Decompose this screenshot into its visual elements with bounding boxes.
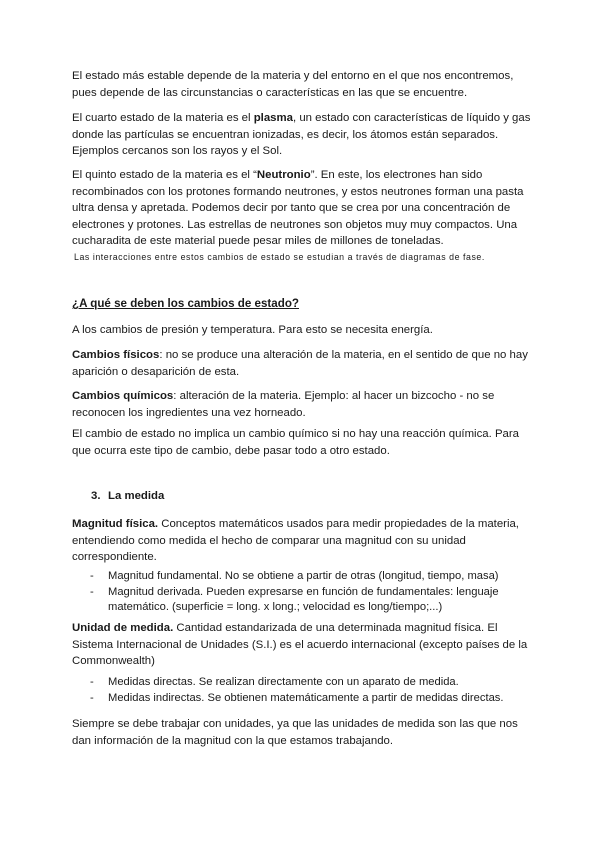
list-item: - Medidas indirectas. Se obtienen matemáticamente a partir de medidas directas. [90,691,530,707]
bold-term: Neutronio [256,169,311,181]
text: El quinto estado de la materia es el “ [72,169,257,181]
list-item: - Magnitud fundamental. No se obtiene a partir de otras (longitud, tiempo, masa) [90,569,530,585]
list-medidas [90,675,530,706]
paragraph-cambio-estado: El cambio de estado no implica un cambio químico si no hay una reacción química. Para que ocurra este tipo de cambio, debe pasar todo a otro estado. [72,428,520,457]
heading-cambios-estado: ¿A qué se deben los cambios de estado? [72,297,299,310]
paragraph-plasma [72,110,532,160]
bold-term: Magnitud física. [72,518,159,530]
paragraph-estado-estable [72,68,532,101]
paragraph-cambios-quimicos [72,388,532,421]
text: El estado más estable depende de la materia y del entorno en el que nos encontremos, pues depende de las circunstancias o características en las que se encuentre. [72,70,514,99]
paragraph-neutronio [72,167,532,250]
paragraph-magnitud-fisica [72,516,532,566]
bold-term: plasma [253,112,293,124]
text: : no se produce una alteración de la materia, en el sentido de que no hay aparición o desaparición de esta. [72,349,528,378]
text: El cuarto estado de la materia es el [72,112,254,124]
bold-term: Cambios químicos [72,390,174,402]
text: : alteración de la materia. Ejemplo: al hacer un bizcocho - no se reconocen los ingredientes una vez horneado. [72,390,495,419]
note-diagramas-fase: Las interacciones entre estos cambios de estado se estudian a través de diagramas de fase. [74,252,485,262]
text: Conceptos matemáticos usados para medir propiedades de la materia, entendiendo como medida el hecho de comparar una magnitud con su unidad correspondiente. [72,518,519,563]
bold-term: Unidad de medida. [72,622,174,634]
text: ”. En este, los electrones han sido recombinados con los protones formando neutrones, y estos neutrones forman una pasta ultra densa y apretada. Podemos decir por tanto que se crea por una concentración de electrones y protones. Las estrellas de neutrones son objetos muy muy compactos. Una cucharadita de este material puede pesar miles de millones de toneladas. [72,169,524,247]
list-magnitudes [90,569,530,616]
paragraph-unidad-medida [72,620,532,670]
section-title: La medida [108,490,165,502]
text: , un estado con características de líquido y gas donde las partículas se encuentran ionizadas, es decir, los átomos están separados. Ejemplos cercanos son los rayos y el Sol. [72,112,531,157]
section-heading-medida [91,490,551,502]
list-item: - Magnitud derivada. Pueden expresarse en función de fundamentales: lenguaje matemático. (superficie = long. x long.; velocidad es long/tiempo;...) [90,585,530,616]
paragraph-cambios-fisicos [72,347,532,380]
section-number: 3. [91,490,101,502]
bold-term: Cambios físicos [72,349,160,361]
paragraph-unidades: Siempre se debe trabajar con unidades, ya que las unidades de medida son las que nos dan información de la magnitud con la que estamos trabajando. [72,718,518,747]
paragraph-presion-temperatura: A los cambios de presión y temperatura. Para esto se necesita energía. [72,324,433,336]
list-item: - Medidas directas. Se realizan directamente con un aparato de medida. [90,675,530,691]
text: Cantidad estandarizada de una determinada magnitud física. El Sistema Internacional de Unidades (S.I.) es el acuerdo internacional (excepto países de la Commonwealth) [72,622,528,667]
